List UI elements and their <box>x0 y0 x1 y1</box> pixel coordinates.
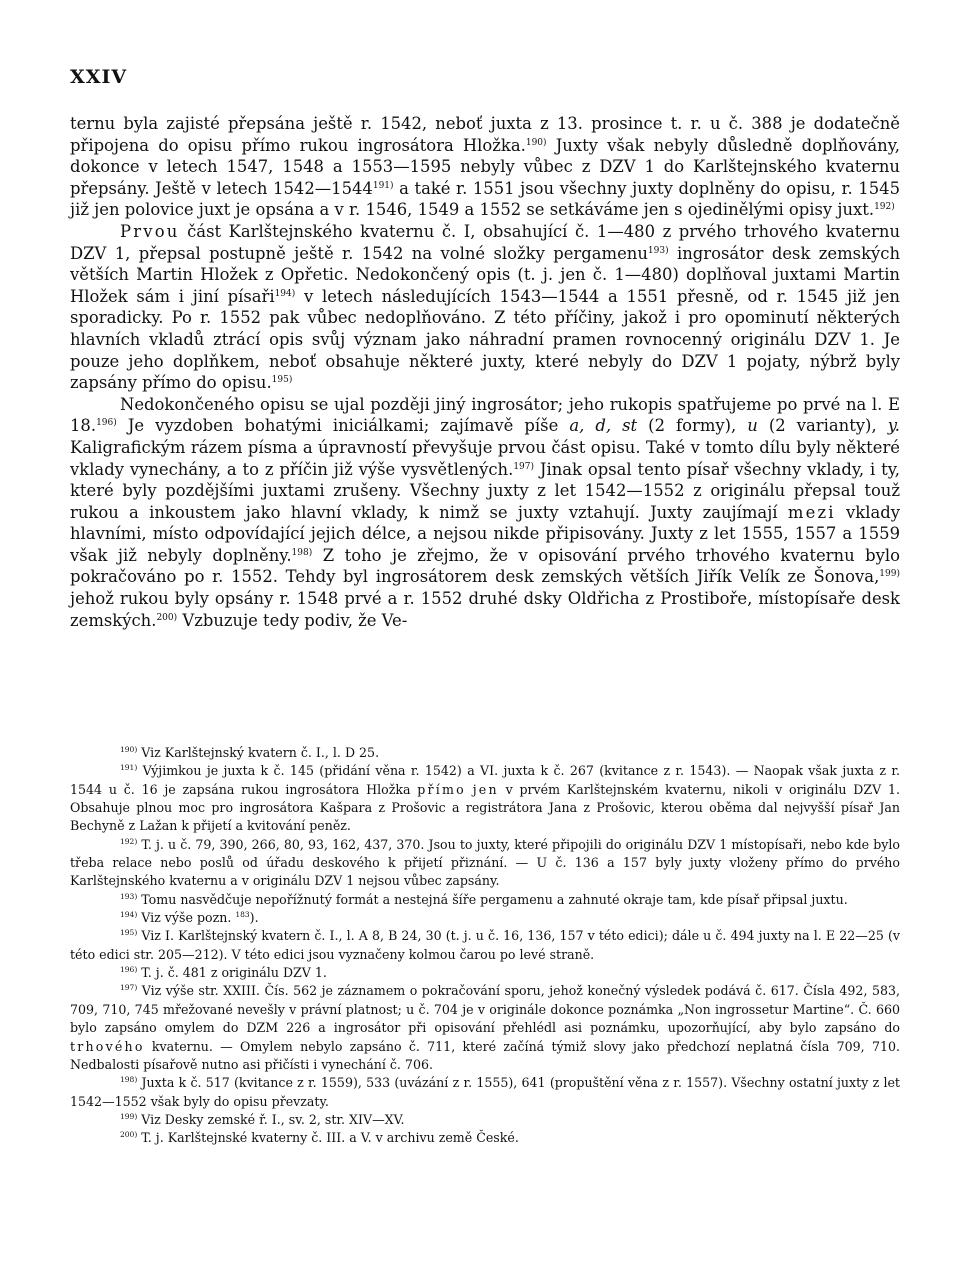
footnote-number: 198) <box>120 1075 138 1085</box>
footnote-number: 190) <box>120 745 138 754</box>
footnote-cross-ref: 183 <box>235 910 250 920</box>
footnote-200 <box>70 1129 900 1147</box>
footnote-text: kvaternu. — Omylem nebylo zapsáno č. 711, které začíná týmiž slovy jako předchozí neplatná čísla 709, 710. Nedbalosti písařově nutno asi přičísti i vynechání č. 706. <box>70 1038 900 1072</box>
footnotes <box>70 744 900 1148</box>
footnote-192 <box>70 836 900 891</box>
text-run: Vzbuzuje tedy podiv, že Ve- <box>177 610 408 630</box>
main-text <box>70 113 900 631</box>
text-run: (2 varianty), <box>757 416 888 436</box>
footnote-text: Tomu nasvědčuje nepořížnutý formát a nestejná šíře pergamenu a zahnuté okraje tam, kde písař připsal juxtu. <box>137 891 848 907</box>
text-run: Juxty však nebyly důsledně doplňovány, dokonce v letech 1547, 1548 a 1553—1595 nebyly vůbec z DZV 1 do Karlštejnského kvaternu přepsány. Ještě v letech 1542—1544 <box>70 135 901 198</box>
footnote-number: 200) <box>120 1130 138 1140</box>
footnote-text: ). <box>249 910 259 926</box>
footnote-text: Viz I. Karlštejnský kvatern č. I., l. A 8, B 24, 30 (t. j. u č. 16, 136, 157 v této edici); dále u č. 494 juxty na l. E 22—25 (v této edici str. 205—212). V této edici jsou vyznačeny kolmou čarou po levé straně. <box>70 928 900 962</box>
footnote-text: Viz výše pozn. <box>137 910 236 926</box>
footnote-ref[interactable]: 194) <box>274 288 296 299</box>
footnote-number: 192) <box>120 836 138 846</box>
paragraph-1 <box>70 113 900 221</box>
text-run: Nedokončeného opisu se ujal později jiný ingrosátor; jeho rukopis spatřujeme po prvé na l. E 18. <box>70 394 900 436</box>
footnote-number: 194) <box>120 910 138 920</box>
footnote-text: Viz Desky zemské ř. I., sv. 2, str. XIV—XV. <box>137 1111 405 1127</box>
footnote-ref[interactable]: 200) <box>156 612 178 623</box>
footnote-text: Výjimkou je juxta k č. 145 (přidání věna r. 1542) a VI. juxta k č. 267 (kvitance z r. 1543). — Naopak však juxta z r. 1544 u č. 16 je zapsána rukou ingrosátora Hložka <box>70 763 900 797</box>
text-run: ingrosátor desk zemských větších Martin Hložek z Opřetic. Nedokončený opis (t. j. jen č. 1—480) doplňoval juxtami Martin Hložek sám i jiní písaři <box>70 243 900 306</box>
text-run: Kaligrafickým rázem písma a úpravností převyšuje prvou část opisu. Také v tomto dílu byly některé vklady vynechány, a to z příčin již výše vysvětlených. <box>70 437 900 479</box>
text-run: Z toho je zřejmo, že v opisování prvého trhového kvaternu bylo pokračováno po r. 1552. Tehdy byl ingrosátorem desk zemských větších Jiřík Velík ze Šonova, <box>70 545 900 587</box>
footnote-191 <box>70 762 900 835</box>
footnote-text: v prvém Karlštejnském kvaternu, nikoli v originálu DZV 1. Obsahuje plnou moc pro ingrosátora Kašpara z Prošovic a registrátora Jana z Prošovic, kterou oběma dal nejvyšší písař Jan Bechyně z Lažan k přijetí a kvitování peněz. <box>70 781 900 834</box>
text-run: a také r. 1551 jsou všechny juxty doplněny do opisu, r. 1545 již jen polovice juxt je opsána a v r. 1546, 1549 a 1552 se setkáváme jen s ojedinělými opisy juxt. <box>70 178 900 220</box>
text-run: část Karlštejnského kvaternu č. I, obsahující č. 1—480 z prvého trhového kvaternu DZV 1, přepsal postupně ještě r. 1542 na volné složky pergamenu <box>70 221 900 263</box>
footnote-number: 199) <box>120 1111 138 1121</box>
text-run: Je vyzdoben bohatými iniciálkami; zajímavě píše <box>116 416 570 436</box>
footnote-ref[interactable]: 192) <box>874 202 895 213</box>
text-run: v letech následujících 1543—1544 a 1551 přesně, od r. 1545 již jen sporadicky. Po r. 1552 pak vůbec nedoplňováno. Z této příčiny, jakož i pro opominutí některých hlavních vkladů ztrácí opis svůj význam jako náhradní pramen rovnocenný originálu DZV 1. Je pouze jeho doplňkem, neboť obsahuje některé juxty, které nebyly do DZV 1 pojaty, nýbrž byly zapsány přímo do opisu. <box>70 286 900 393</box>
spaced-word: mezi <box>787 502 836 522</box>
footnote-ref[interactable]: 191) <box>372 180 394 191</box>
spaced-word: Prvou <box>120 221 180 241</box>
footnote-199 <box>70 1111 900 1129</box>
italic-letters: y. <box>887 416 901 436</box>
text-run: jehož rukou byly opsány r. 1548 prvé a r. 1552 druhé dsky Oldřicha z Prostiboře, místopísaře desk zemských. <box>70 589 900 630</box>
footnote-text: Viz Karlštejnský kvatern č. I., l. D 25. <box>137 745 380 760</box>
spaced-word: přímo <box>417 781 466 797</box>
footnote-text: T. j. č. 481 z originálu DZV 1. <box>137 965 327 981</box>
spaced-word: jen <box>472 781 499 797</box>
footnote-190 <box>70 744 900 762</box>
footnote-196 <box>70 964 900 982</box>
paragraph-2 <box>70 221 900 394</box>
footnote-ref[interactable]: 197) <box>513 461 535 472</box>
footnote-ref[interactable]: 199) <box>879 569 900 580</box>
footnote-ref[interactable]: 193) <box>647 245 669 256</box>
text-run: ternu byla zajisté přepsána ještě r. 1542, neboť juxta z 13. prosince t. r. u č. 388 je dodatečně připojena do opisu přímo rukou ingrosátora Hložka. <box>70 114 900 155</box>
text-run: (2 formy), <box>637 416 748 436</box>
footnote-197 <box>70 982 900 1074</box>
text-run: Jinak opsal tento písař všechny vklady, i ty, které byly pozdějšími juxtami zrušeny. Všechny juxty z let 1542—1552 z originálu přepsal touž rukou a inkoustem jako hlavní vklady, k nimž se juxty vztahují. Juxty zaujímají <box>70 459 900 522</box>
footnote-ref[interactable]: 196) <box>96 418 117 429</box>
footnote-text <box>466 782 473 797</box>
italic-letters: u <box>747 416 758 436</box>
footnote-text: T. j. Karlštejnské kvaterny č. III. a V. v archivu země České. <box>137 1130 519 1146</box>
italic-letters: a, d, st <box>569 416 638 436</box>
footnote-198 <box>70 1074 900 1111</box>
footnote-number: 193) <box>120 891 138 901</box>
page-number: XXIV <box>70 66 128 88</box>
footnote-ref[interactable]: 190) <box>525 137 547 148</box>
footnote-number: 196) <box>120 965 138 975</box>
footnote-193 <box>70 891 900 909</box>
spaced-word: trhového <box>70 1038 145 1054</box>
footnote-195 <box>70 927 900 964</box>
footnote-ref[interactable]: 195) <box>271 375 293 386</box>
footnote-ref[interactable]: 198) <box>291 547 313 558</box>
footnote-text: Juxta k č. 517 (kvitance z r. 1559), 533 (uvázání z r. 1555), 641 (propuštění věna z r. 1557). Všechny ostatní juxty z let 1542—1552 však byly do opisu převzaty. <box>70 1075 900 1109</box>
text-run: vklady hlavními, místo odpovídající jejich délce, a nejsou nikde připisovány. Juxty z let 1555, 1557 a 1559 však již nebyly doplněny. <box>70 502 901 565</box>
footnote-number: 197) <box>120 983 138 993</box>
footnote-text: T. j. u č. 79, 390, 266, 80, 93, 162, 437, 370. Jsou to juxty, které připojili do originálu DZV 1 místopísaři, nebo kde bylo třeba relace nebo poslů od úřadu deskového k přijetí přiznání. — U č. 136 a 157 byly juxty vloženy přímo do prvého Karlštejnského kvaternu a v originálu DZV 1 nejsou vůbec zapsány. <box>70 836 900 889</box>
footnote-194 <box>70 909 900 927</box>
footnote-text: Viz výše str. XXIII. Čís. 562 je záznamem o pokračování sporu, jehož konečný výsledek podává č. 617. Čísla 492, 583, 709, 710, 745 mřežované nevešly v právní platnost; u č. 704 je v originále dokonce poznámka „Non ingrossetur Martine“. Č. 660 bylo zapsáno omylem do DZM 226 a ingrosátor při opisování přehlédl asi poznámku, upozorňující, aby bylo zapsáno do <box>70 983 900 1036</box>
paragraph-3 <box>70 394 900 632</box>
footnote-number: 195) <box>120 928 138 938</box>
footnote-number: 191) <box>120 763 138 773</box>
